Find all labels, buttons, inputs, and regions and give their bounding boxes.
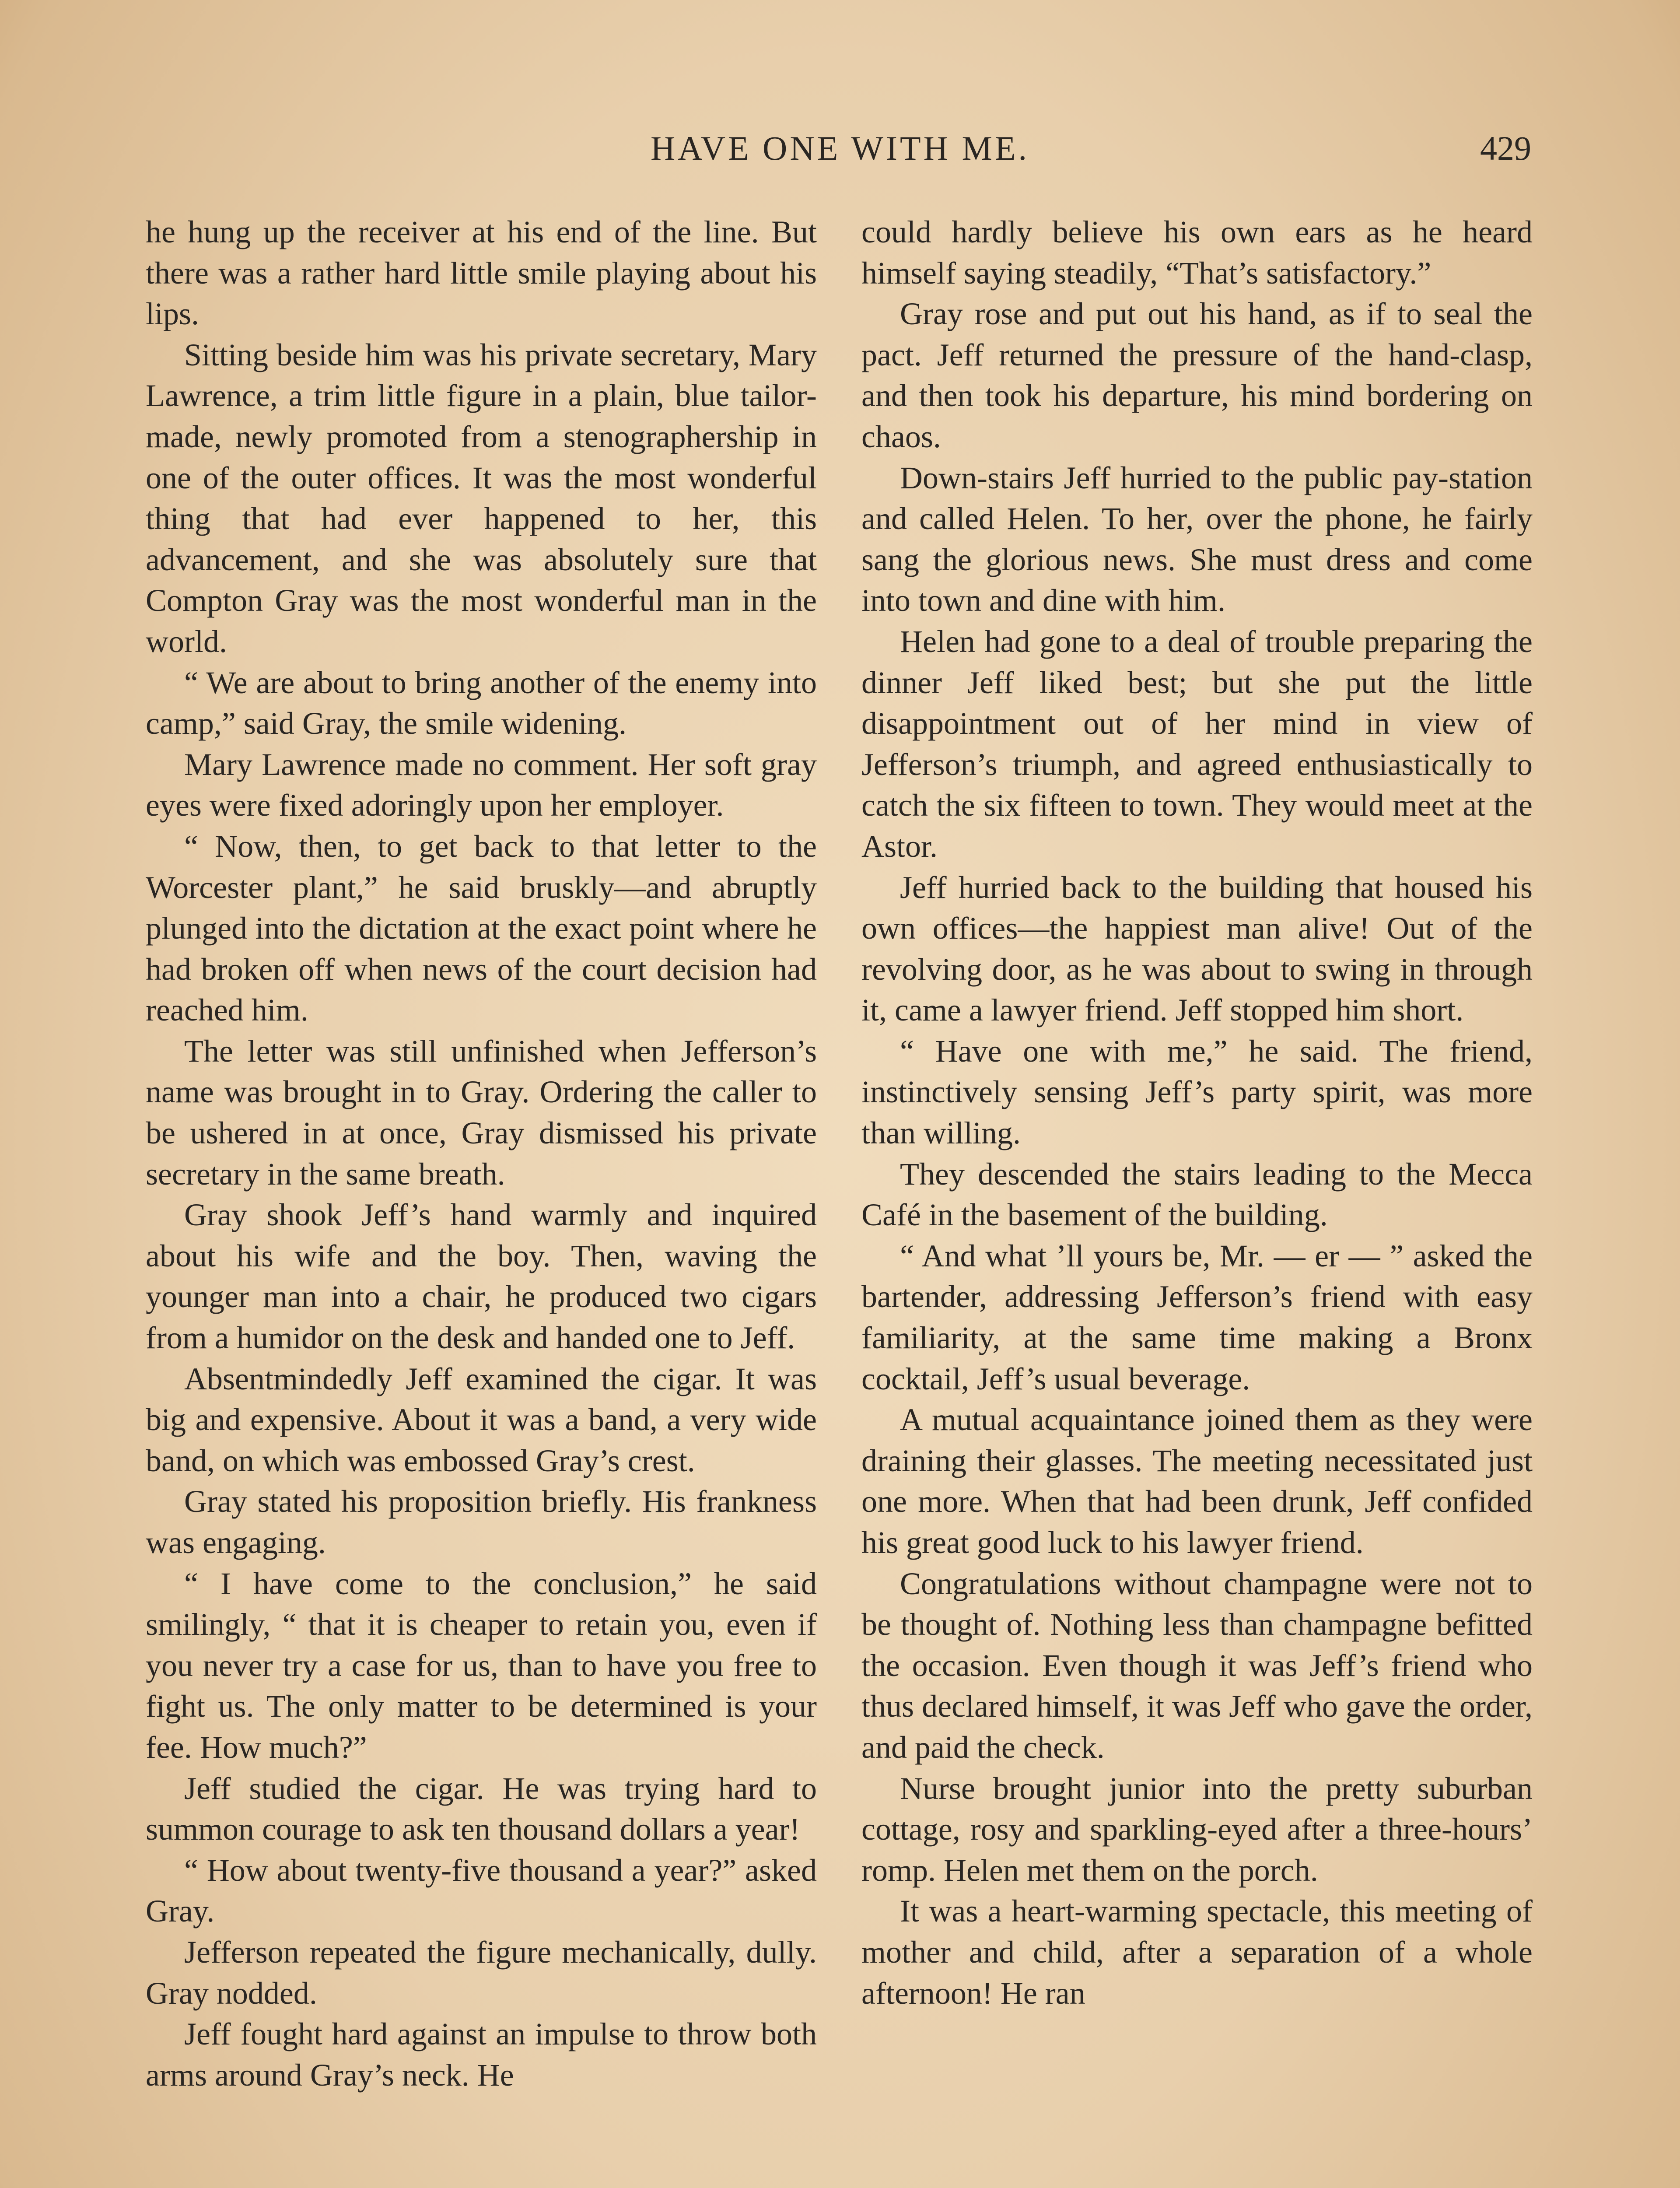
paragraph: It was a heart-warming spectacle, this meeting of mother and child, after a separation of a whole afternoon! He ran [861, 1893, 1533, 2011]
paragraph: A mutual acquaintance joined them as they were draining their glasses. The meeting necessitated just one more. When that had been drunk, Jeff confided his great good luck to his lawyer friend. [861, 1402, 1533, 1560]
paragraph: “ How about twenty-five thousand a year?” asked Gray. [146, 1852, 817, 1929]
paragraph: Congratulations without champagne were not to be thought of. Nothing less than champagne befitted the occasion. Even though it was Jeff’s friend who thus declared himself, it was Jeff who gave the order, and paid the check. [861, 1566, 1533, 1765]
text-columns [146, 212, 1533, 2188]
paragraph: Sitting beside him was his private secretary, Mary Lawrence, a trim little figure in a plain, blue tailor-made, newly promoted from a stenographership in one of the outer offices. It was the most wonderful thing that had ever happened to her, this advancement, and she was absolutely sure that Compton Gray was the most wonderful man in the world. [146, 337, 817, 659]
paragraph: Down-stairs Jeff hurried to the public pay-station and called Helen. To her, over the phone, he fairly sang the glorious news. She must dress and come into town and dine with him. [861, 460, 1533, 618]
running-header-title: HAVE ONE WITH ME. [650, 129, 1030, 167]
paragraph: Helen had gone to a deal of trouble preparing the dinner Jeff liked best; but she put the little disappointment out of her mind in view of Jefferson’s triumph, and agreed enthusiastically to catch the six fifteen to town. They would meet at the Astor. [861, 624, 1533, 864]
page-number: 429 [1480, 129, 1531, 167]
paragraph: Jeff fought hard against an impulse to throw both arms around Gray’s neck. He [146, 2016, 817, 2093]
paragraph: Jefferson repeated the figure mechanically, dully. Gray nodded. [146, 1934, 817, 2011]
paragraph: Gray rose and put out his hand, as if to seal the pact. Jeff returned the pressure of the hand-clasp, and then took his departure, his mind bordering on chaos. [861, 296, 1533, 454]
paragraph: “ Now, then, to get back to that letter to the Worcester plant,” he said bruskly—and abruptly plunged into the dictation at the exact point where he had broken off when news of the court decision had reached him. [146, 828, 817, 1028]
paragraph: “ Have one with me,” he said. The friend, instinctively sensing Jeff’s party spirit, was more than willing. [861, 1033, 1533, 1151]
paragraph: Absentmindedly Jeff examined the cigar. It was big and expensive. About it was a band, a very wide band, on which was embossed Gray’s crest. [146, 1361, 817, 1478]
paragraph: could hardly believe his own ears as he heard himself saying steadily, “That’s satisfactory.” [861, 214, 1533, 291]
paragraph: he hung up the receiver at his end of the line. But there was a rather hard little smile playing about his lips. [146, 214, 817, 332]
paragraph: “ I have come to the conclusion,” he said smilingly, “ that it is cheaper to retain you, even if you never try a case for us, than to have you free to fight us. The only matter to be determined is your fee. How much?” [146, 1566, 817, 1765]
paragraph: Gray shook Jeff’s hand warmly and inquired about his wife and the boy. Then, waving the younger man into a chair, he produced two cigars from a humidor on the desk and handed one to Jeff. [146, 1197, 817, 1356]
paragraph: They descended the stairs leading to the Mecca Café in the basement of the building. [861, 1156, 1533, 1233]
left-column [146, 212, 817, 2096]
paragraph: Jeff hurried back to the building that housed his own offices—the happiest man alive! Out of the revolving door, as he was about to swing in through it, came a lawyer friend. Jeff stopped him short. [861, 870, 1533, 1028]
paragraph: Jeff studied the cigar. He was trying hard to summon courage to ask ten thousand dollars a year! [146, 1771, 817, 1847]
paragraph: Nurse brought junior into the pretty suburban cottage, rosy and sparkling-eyed after a three-hours’ romp. Helen met them on the porch. [861, 1771, 1533, 1888]
right-column [861, 212, 1533, 2014]
paragraph: “ And what ’ll yours be, Mr. — er — ” asked the bartender, addressing Jefferson’s friend with easy familiarity, at the same time making a Bronx cocktail, Jeff’s usual beverage. [861, 1238, 1533, 1396]
paragraph: Mary Lawrence made no comment. Her soft gray eyes were fixed adoringly upon her employer. [146, 747, 817, 823]
paragraph: Gray stated his proposition briefly. His frankness was engaging. [146, 1484, 817, 1560]
paragraph: “ We are about to bring another of the enemy into camp,” said Gray, the smile widening. [146, 665, 817, 741]
paragraph: The letter was still unfinished when Jefferson’s name was brought in to Gray. Ordering the caller to be ushered in at once, Gray dismissed his private secretary in the same breath. [146, 1033, 817, 1192]
